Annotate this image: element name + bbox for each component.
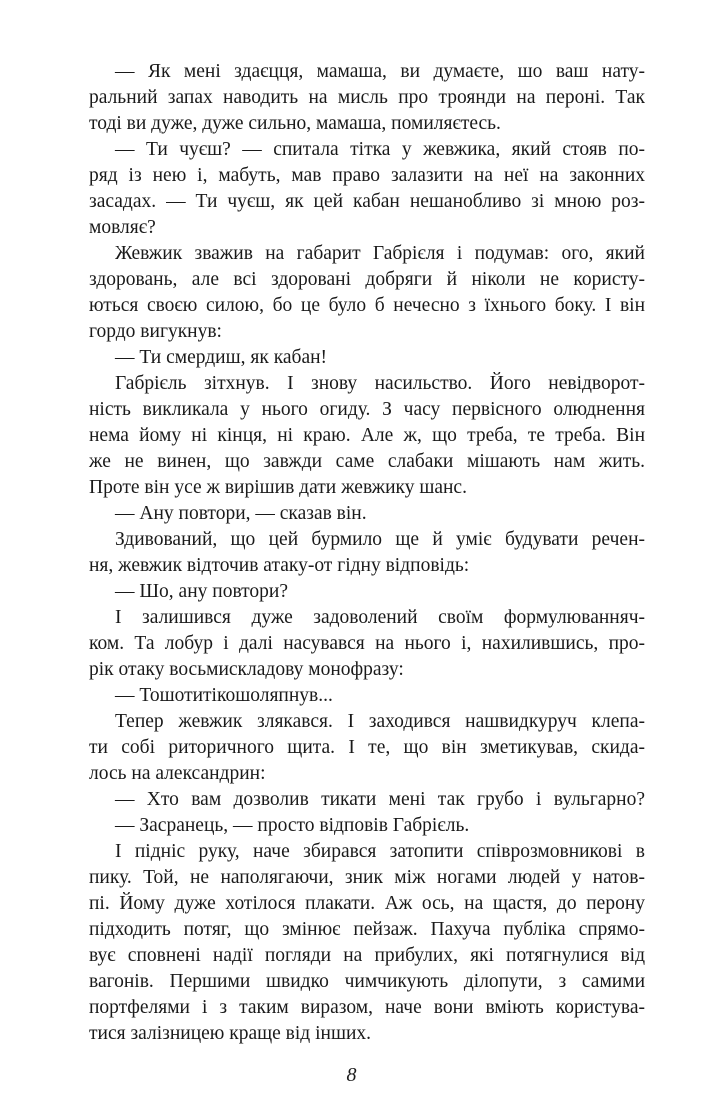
text-line: засадах. — Ти чуєш, як цей кабан нешанобливо зі мною роз-: [89, 191, 645, 212]
text-line: Проте він усе ж вирішив дати жевжику шанс.: [89, 477, 467, 498]
text-line: — Ану повтори, — сказав він.: [115, 503, 367, 524]
text-line: же не винен, що завжди саме слабаки мішають нам жить.: [89, 451, 645, 472]
text-line: мовляє?: [89, 217, 156, 238]
text-line: лось на александрин:: [89, 763, 266, 784]
text-line: Здивований, що цей бурмило ще й уміє будувати речен-: [115, 529, 645, 550]
text-line: ральний запах наводить на мисль про троянди на пероні. Так: [89, 87, 645, 108]
text-line: — Засранець, — просто відповів Габрієль.: [115, 815, 470, 836]
text-line: підходить потяг, що змінює пейзаж. Пахуча публіка спрямо-: [89, 919, 645, 940]
text-line: вує сповнені надії погляди на прибулих, які потягнулися від: [89, 945, 645, 966]
text-line: тися залізницею краще від інших.: [89, 1023, 372, 1044]
text-line: пику. Той, не наполягаючи, зник між ногами людей у натов-: [89, 867, 645, 888]
text-line: Жевжик зважив на габарит Габрієля і подумав: ого, який: [115, 243, 645, 264]
text-body: [89, 59, 645, 1047]
text-line: І підніс руку, наче збирався затопити співрозмовникові в: [115, 841, 645, 862]
text-line: вагонів. Першими швидко чимчикують ділопути, з самими: [89, 971, 645, 992]
text-line: Тепер жевжик злякався. І заходився нашвидкуруч клепа-: [115, 711, 645, 732]
text-line: ність викликала у нього огиду. З часу первісного олюднення: [89, 399, 645, 420]
text-line: Габрієль зітхнув. І знову насильство. Його невідворот-: [115, 373, 645, 394]
text-line: здоровань, але всі здоровані добряги й ніколи не користу-: [89, 269, 645, 290]
text-line: ються своєю силою, бо це було б нечесно з їхнього боку. І він: [89, 295, 645, 316]
text-line: нема йому ні кінця, ні краю. Але ж, що треба, те треба. Він: [89, 425, 645, 446]
text-line: ряд із нею і, мабуть, мав право залазити на неї на законних: [89, 165, 645, 186]
text-line: рік отаку восьмискладову монофразу:: [89, 659, 404, 680]
text-line: — Шо, ану повтори?: [115, 581, 289, 602]
text-line: гордо вигукнув:: [89, 321, 222, 342]
page-number: 8: [346, 1064, 357, 1086]
text-line: — Ти смердиш, як кабан!: [115, 347, 328, 368]
text-line: І залишився дуже задоволений своїм формулюванняч-: [115, 607, 645, 628]
text-line: портфелями і з таким виразом, наче вони вміють користува-: [89, 997, 645, 1018]
text-line: тоді ви дуже, дуже сильно, мамаша, помиляєтесь.: [89, 113, 501, 134]
text-line: пі. Йому дуже хотілося плакати. Аж ось, на щастя, до перону: [89, 893, 645, 914]
text-line: — Хто вам дозволив тикати мені так грубо і вульгарно?: [115, 789, 645, 810]
text-line: ня, жевжик відточив атаку-от гідну відповідь:: [89, 555, 470, 576]
text-line: ком. Та лобур і далі насувався на нього і, нахилившись, про-: [89, 633, 645, 654]
text-line: ти собі риторичного щита. І те, що він зметикував, скида-: [89, 737, 645, 758]
text-line: — Тошотитікошоляпнув...: [115, 685, 333, 706]
text-line: — Як мені здаєцця, мамаша, ви думаєте, шо ваш нату-: [115, 61, 645, 82]
text-line: — Ти чуєш? — спитала тітка у жевжика, який стояв по-: [115, 139, 645, 160]
